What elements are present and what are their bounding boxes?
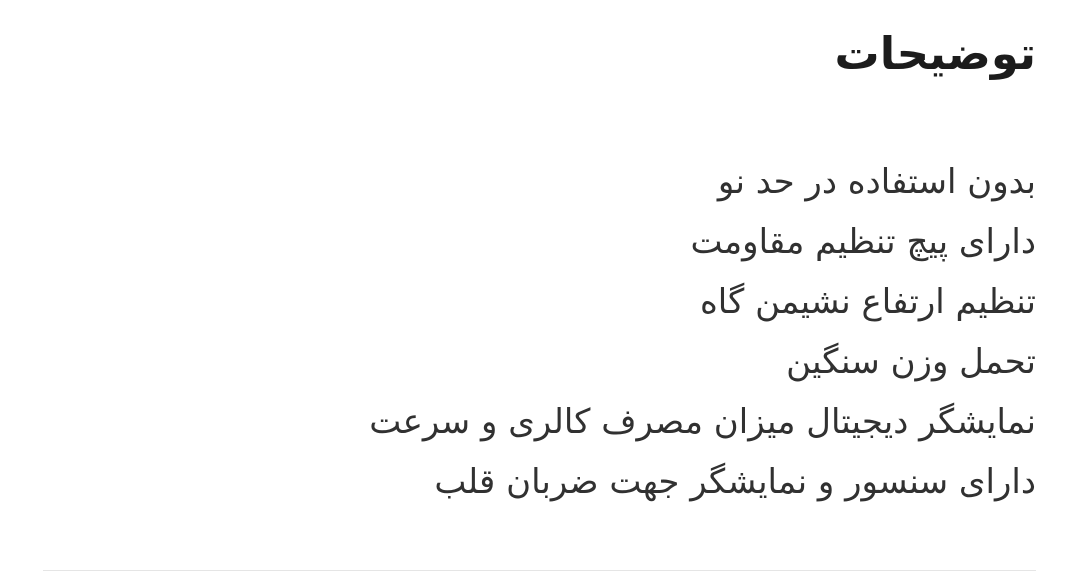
description-lines [44,152,1036,512]
description-line-condition: بدون استفاده در حد نو [717,162,1036,202]
description-line-seat-height: تنظیم ارتفاع نشیمن گاه [699,282,1036,322]
description-line-weight-capacity: تحمل وزن سنگین [786,342,1036,382]
description-line-heart-rate-sensor: دارای سنسور و نمایشگر جهت ضربان قلب [434,462,1036,502]
section-title: توضیحات [834,27,1036,80]
section-divider [43,570,1036,571]
description-line-resistance-knob: دارای پیچ تنظیم مقاومت [690,222,1036,262]
description-line-digital-display: نمایشگر دیجیتال میزان مصرف کالری و سرعت [369,402,1036,442]
